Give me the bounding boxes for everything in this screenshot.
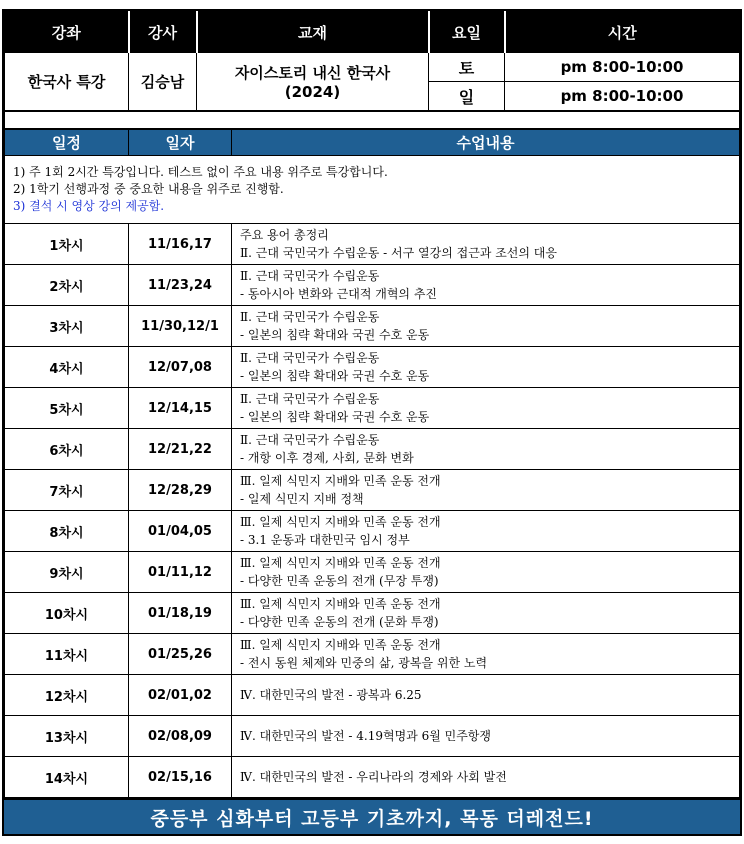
row-date: 02/08,09 xyxy=(129,716,232,757)
row-date: 01/18,19 xyxy=(129,593,232,634)
header-time: 시간 xyxy=(505,12,740,53)
note-line: 1) 주 1회 2시간 특강입니다. 테스트 없이 주요 내용 위주로 특강합니다. xyxy=(13,165,388,179)
header-teacher: 강사 xyxy=(129,12,197,53)
header-day: 요일 xyxy=(429,12,505,53)
row-content xyxy=(232,388,740,429)
header-textbook: 교재 xyxy=(197,12,429,53)
table-row xyxy=(5,757,740,798)
row-content-line: - 개항 이후 경제, 사회, 문화 변화 xyxy=(240,451,414,465)
row-content-line: Ⅱ. 근대 국민국가 수립운동 xyxy=(240,433,380,447)
session-day: 토 xyxy=(429,53,505,82)
row-date: 11/23,24 xyxy=(129,265,232,306)
row-content-line: Ⅲ. 일제 식민지 지배와 민족 운동 전개 xyxy=(240,638,441,652)
row-content-line: Ⅳ. 대한민국의 발전 - 광복과 6.25 xyxy=(240,688,422,702)
row-content-line: - 3.1 운동과 대한민국 임시 정부 xyxy=(240,533,410,547)
table-row xyxy=(5,224,740,265)
table-row xyxy=(5,511,740,552)
table-row xyxy=(5,429,740,470)
row-content-line: Ⅳ. 대한민국의 발전 - 4.19혁명과 6월 민주항쟁 xyxy=(240,729,491,743)
row-session: 7차시 xyxy=(5,470,129,511)
row-content xyxy=(232,757,740,798)
row-content xyxy=(232,511,740,552)
table-row xyxy=(5,675,740,716)
schedule-sheet xyxy=(2,9,742,836)
row-session: 6차시 xyxy=(5,429,129,470)
footer-banner: 중등부 심화부터 고등부 기초까지, 목동 더레전드! xyxy=(4,798,740,834)
row-session: 4차시 xyxy=(5,347,129,388)
note-line-highlight: 3) 결석 시 영상 강의 제공함. xyxy=(13,199,165,213)
row-content-line: Ⅲ. 일제 식민지 지배와 민족 운동 전개 xyxy=(240,474,441,488)
table-row xyxy=(5,306,740,347)
session-time: pm 8:00-10:00 xyxy=(505,82,740,112)
row-session: 2차시 xyxy=(5,265,129,306)
row-content xyxy=(232,552,740,593)
header-content: 수업내용 xyxy=(232,130,740,156)
row-content-line: Ⅱ. 근대 국민국가 수립운동 xyxy=(240,269,380,283)
row-content-line: Ⅱ. 근대 국민국가 수립운동 - 서구 열강의 접근과 조선의 대응 xyxy=(240,246,557,260)
table-row xyxy=(5,716,740,757)
row-content-line: Ⅱ. 근대 국민국가 수립운동 xyxy=(240,351,380,365)
course-textbook xyxy=(197,53,429,112)
row-session: 5차시 xyxy=(5,388,129,429)
row-content-line: - 일본의 침략 확대와 국권 수호 운동 xyxy=(240,410,430,424)
schedule-table xyxy=(4,129,740,798)
row-content-line: Ⅲ. 일제 식민지 지배와 민족 운동 전개 xyxy=(240,597,441,611)
row-content xyxy=(232,347,740,388)
row-content-line: - 일제 식민지 지배 정책 xyxy=(240,492,364,506)
textbook-title: 자이스토리 내신 한국사 xyxy=(234,64,391,82)
row-content-line: - 다양한 민족 운동의 전개 (문화 투쟁) xyxy=(240,615,439,629)
row-session: 8차시 xyxy=(5,511,129,552)
row-content-line: Ⅲ. 일제 식민지 지배와 민족 운동 전개 xyxy=(240,556,441,570)
row-content-line: Ⅳ. 대한민국의 발전 - 우리나라의 경제와 사회 발전 xyxy=(240,770,507,784)
row-date: 01/11,12 xyxy=(129,552,232,593)
textbook-year: (2024) xyxy=(284,83,341,101)
row-date: 02/01,02 xyxy=(129,675,232,716)
course-info-table xyxy=(4,11,740,129)
row-content xyxy=(232,634,740,675)
row-content-line: - 일본의 침략 확대와 국권 수호 운동 xyxy=(240,369,430,383)
header-session: 일정 xyxy=(5,130,129,156)
row-date: 01/04,05 xyxy=(129,511,232,552)
row-content-line: Ⅲ. 일제 식민지 지배와 민족 운동 전개 xyxy=(240,515,441,529)
note-line: 2) 1학기 선행과정 중 중요한 내용을 위주로 진행함. xyxy=(13,182,284,196)
row-session: 1차시 xyxy=(5,224,129,265)
row-content-line: - 동아시아 변화와 근대적 개혁의 추진 xyxy=(240,287,438,301)
row-session: 9차시 xyxy=(5,552,129,593)
row-session: 12차시 xyxy=(5,675,129,716)
table-row xyxy=(5,470,740,511)
row-content-line: Ⅱ. 근대 국민국가 수립운동 xyxy=(240,310,380,324)
table-row xyxy=(5,265,740,306)
row-content xyxy=(232,470,740,511)
row-session: 11차시 xyxy=(5,634,129,675)
header-course: 강좌 xyxy=(5,12,129,53)
table-row xyxy=(5,552,740,593)
course-name: 한국사 특강 xyxy=(5,53,129,112)
row-date: 12/21,22 xyxy=(129,429,232,470)
row-date: 12/14,15 xyxy=(129,388,232,429)
course-teacher: 김승남 xyxy=(129,53,197,112)
row-content-line: - 일본의 침략 확대와 국권 수호 운동 xyxy=(240,328,430,342)
row-content-line: Ⅱ. 근대 국민국가 수립운동 xyxy=(240,392,380,406)
row-date: 02/15,16 xyxy=(129,757,232,798)
row-content-line: - 다양한 민족 운동의 전개 (무장 투쟁) xyxy=(240,574,439,588)
notes-block xyxy=(5,156,740,224)
row-content xyxy=(232,429,740,470)
table-row xyxy=(5,388,740,429)
row-date: 12/07,08 xyxy=(129,347,232,388)
row-session: 13차시 xyxy=(5,716,129,757)
row-session: 10차시 xyxy=(5,593,129,634)
row-date: 11/30,12/1 xyxy=(129,306,232,347)
session-time: pm 8:00-10:00 xyxy=(505,53,740,82)
row-content xyxy=(232,716,740,757)
row-session: 14차시 xyxy=(5,757,129,798)
table-row xyxy=(5,634,740,675)
spacer-row xyxy=(5,111,740,129)
row-date: 11/16,17 xyxy=(129,224,232,265)
schedule-rows xyxy=(5,224,740,798)
row-content xyxy=(232,593,740,634)
row-date: 01/25,26 xyxy=(129,634,232,675)
row-content xyxy=(232,306,740,347)
table-row xyxy=(5,347,740,388)
table-row xyxy=(5,593,740,634)
row-content xyxy=(232,224,740,265)
row-content xyxy=(232,675,740,716)
row-date: 12/28,29 xyxy=(129,470,232,511)
row-content-line: - 전시 동원 체제와 민중의 삶, 광복을 위한 노력 xyxy=(240,656,488,670)
session-day: 일 xyxy=(429,82,505,112)
row-content-line: 주요 용어 총정리 xyxy=(240,228,329,242)
header-date: 일자 xyxy=(129,130,232,156)
row-content xyxy=(232,265,740,306)
row-session: 3차시 xyxy=(5,306,129,347)
